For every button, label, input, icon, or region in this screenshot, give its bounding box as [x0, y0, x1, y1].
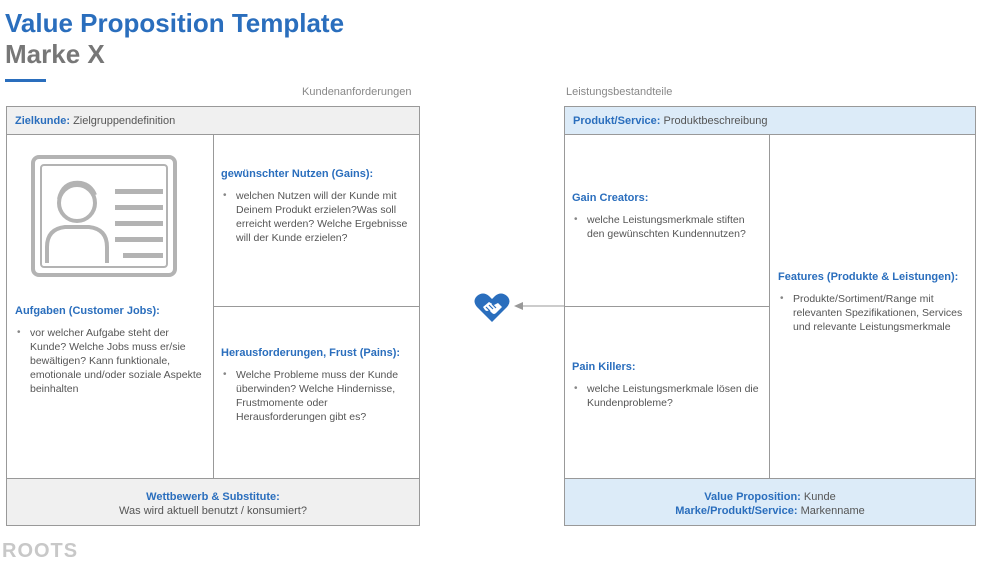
pains-text: • Welche Probleme muss der Kunde überwinden? Welche Hindernisse, Frustmomente oder Herausforderungen gibt es?: [221, 368, 411, 424]
pain-killers-cell: [572, 360, 762, 410]
competition-footer: [6, 478, 420, 526]
right-section-label: Leistungsbestandteile: [566, 86, 673, 98]
gains-text: • welchen Nutzen will der Kunde mit Deinem Produkt erzielen?Was soll erreicht werden? Welche Ergebnisse will der Kunde erzielen?: [221, 189, 411, 245]
customer-jobs-cell: [15, 304, 205, 396]
heart-handshake-icon: [474, 292, 510, 324]
left-section-label: Kundenanforderungen: [302, 86, 412, 98]
gain-creators-cell: [572, 191, 762, 241]
pain-killers-heading: Pain Killers:: [572, 361, 636, 373]
roots-logo: ROOTS: [2, 540, 79, 562]
features-text: • Produkte/Sortiment/Range mit relevanten Spezifikationen, Services und relevante Leistungsmerkmale: [778, 292, 970, 334]
pain-killers-text: • welche Leistungsmerkmale lösen die Kundenprobleme?: [572, 382, 762, 410]
features-heading: Features (Produkte & Leistungen):: [778, 271, 959, 283]
value-proposition-footer: [564, 478, 976, 526]
target-customer-key: Zielkunde:: [15, 115, 71, 127]
id-card-icon: [31, 155, 177, 277]
customer-jobs-text: • vor welcher Aufgabe steht der Kunde? Welche Jobs muss er/sie bewältigen? Kann funktionale, emotionale und/oder soziale Aspekte beinhalten: [15, 326, 205, 396]
product-service-value: Produktbeschreibung: [663, 115, 768, 127]
product-service-key: Produkt/Service:: [573, 115, 661, 127]
brand-value: Markenname: [800, 505, 865, 517]
gains-heading: gewünschter Nutzen (Gains):: [221, 168, 374, 180]
pains-heading: Herausforderungen, Frust (Pains):: [221, 347, 401, 359]
right-divider-vertical: [769, 135, 770, 478]
title-underline: [5, 79, 46, 82]
arrow-left-icon: [514, 301, 564, 311]
brand-key: Marke/Produkt/Service:: [675, 505, 798, 517]
product-service-bar: [564, 106, 976, 135]
page-subtitle: Marke X: [5, 39, 105, 69]
value-proposition-value: Kunde: [803, 491, 836, 503]
target-customer-bar: [6, 106, 420, 135]
customer-jobs-heading: Aufgaben (Customer Jobs):: [15, 305, 160, 317]
competition-key: Wettbewerb & Substitute:: [146, 491, 280, 503]
left-divider-horizontal: [213, 306, 420, 307]
gains-cell: [221, 167, 411, 245]
page-title: Value Proposition Template: [5, 8, 345, 38]
pains-cell: [221, 346, 411, 424]
value-proposition-key: Value Proposition:: [704, 491, 801, 503]
gain-creators-heading: Gain Creators:: [572, 192, 649, 204]
gain-creators-text: • welche Leistungsmerkmale stiften den gewünschten Kundennutzen?: [572, 213, 762, 241]
right-divider-horizontal: [564, 306, 769, 307]
competition-value: Was wird aktuell benutzt / konsumiert?: [119, 505, 307, 517]
features-cell: [778, 270, 970, 334]
target-customer-value: Zielgruppendefinition: [73, 115, 176, 127]
